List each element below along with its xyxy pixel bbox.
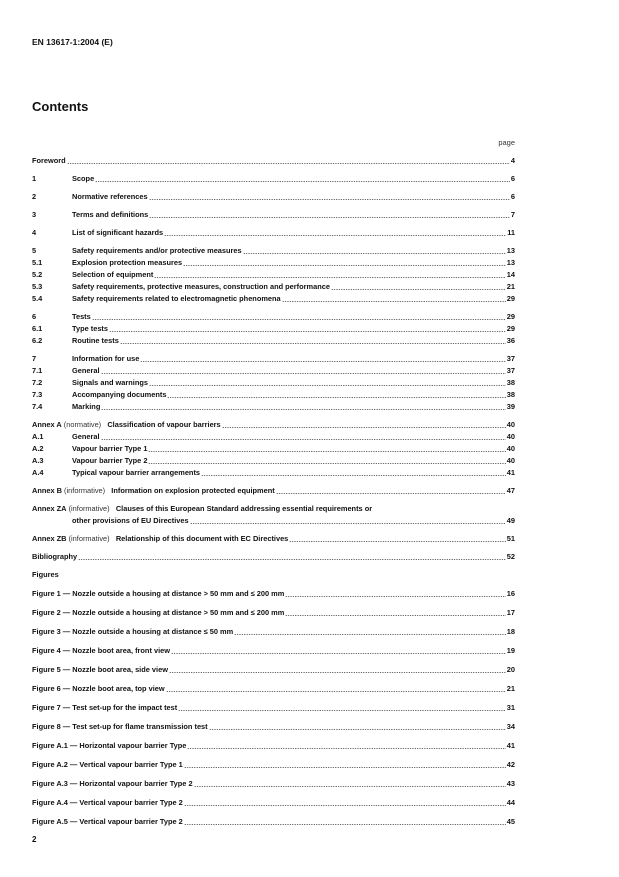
annex-kind: (informative) [68, 534, 110, 543]
entry-title: Scope [72, 174, 95, 183]
toc-group [32, 533, 515, 545]
entry-title: Bibliography [32, 552, 78, 561]
entry-title: Normative references [72, 192, 148, 201]
toc-entry[interactable] [32, 311, 515, 323]
dot-leader [169, 672, 506, 673]
entry-title: Figure 7 — Test set-up for the impact test [32, 703, 178, 712]
entry-page: 13 [506, 258, 515, 267]
page-title: Contents [32, 99, 89, 114]
entry-title: Vapour barrier Type 2 [72, 456, 148, 465]
entry-page: 19 [506, 646, 515, 655]
entry-page: 40 [506, 420, 515, 429]
toc-entry[interactable] [32, 683, 515, 695]
entry-number: 5.2 [32, 270, 43, 279]
entry-number: 7.3 [32, 390, 43, 399]
entry-number: A.3 [32, 456, 44, 465]
annex-label: Annex ZB [32, 534, 67, 543]
toc-entry[interactable] [32, 721, 515, 733]
toc-group [32, 311, 515, 347]
entry-page: 29 [506, 312, 515, 321]
toc-group [32, 209, 515, 221]
entry-page: 40 [506, 444, 515, 453]
annex-kind: (informative) [64, 486, 106, 495]
entry-title: Explosion protection measures [72, 258, 183, 267]
figure-list-group [32, 759, 515, 771]
dot-leader [282, 301, 506, 302]
toc-entry[interactable] [32, 607, 515, 619]
toc-entry[interactable] [32, 365, 515, 377]
toc-entry[interactable] [32, 281, 515, 293]
entry-title: Safety requirements and/or protective measures [72, 246, 242, 255]
entry-page: 31 [506, 703, 515, 712]
figure-list-group [32, 816, 515, 828]
dot-leader [201, 475, 506, 476]
entry-page: 41 [506, 741, 515, 750]
entry-page: 17 [506, 608, 515, 617]
entry-title: Figure A.3 — Horizontal vapour barrier Type 2 [32, 779, 193, 788]
entry-title: Clauses of this European Standard addressing essential requirements or [115, 504, 373, 513]
entry-page: 40 [506, 432, 515, 441]
toc-entry[interactable] [32, 191, 515, 203]
figure-list-group [32, 740, 515, 752]
entry-page: 40 [506, 456, 515, 465]
entry-title: Selection of equipment [72, 270, 154, 279]
entry-page: 13 [506, 246, 515, 255]
dot-leader [154, 277, 505, 278]
table-of-contents [32, 155, 515, 828]
entry-title: Figure 4 — Nozzle boot area, front view [32, 646, 170, 655]
entry-page: 39 [506, 402, 515, 411]
toc-entry[interactable] [32, 626, 515, 638]
toc-group [32, 173, 515, 185]
dot-leader [331, 289, 506, 290]
dot-leader [78, 559, 506, 560]
annex-label: Annex ZA [32, 504, 67, 513]
entry-title: Type tests [72, 324, 109, 333]
entry-page: 41 [506, 468, 515, 477]
dot-leader [120, 343, 506, 344]
entry-page: 45 [506, 817, 515, 826]
entry-title: Tests [72, 312, 91, 321]
entry-number: 3 [32, 210, 37, 219]
entry-page: 29 [506, 294, 515, 303]
entry-number: 6.1 [32, 324, 43, 333]
entry-title: Figure A.4 — Vertical vapour barrier Type 2 [32, 798, 183, 807]
toc-entry[interactable] [32, 377, 515, 389]
entry-page: 52 [506, 552, 515, 561]
page-column-label: page [498, 138, 515, 147]
figure-list-group [32, 607, 515, 619]
dot-leader [184, 824, 506, 825]
dot-leader [101, 409, 505, 410]
toc-entry[interactable] [32, 293, 515, 305]
toc-group [32, 155, 515, 167]
entry-page: 14 [506, 270, 515, 279]
toc-entry[interactable] [32, 569, 515, 581]
entry-page: 18 [506, 627, 515, 636]
entry-number: 7.2 [32, 378, 43, 387]
entry-title: Classification of vapour barriers [107, 420, 221, 429]
entry-page: 49 [506, 516, 515, 525]
figure-list-group [32, 778, 515, 790]
entry-number: 5 [32, 246, 37, 255]
entry-title: Marking [72, 402, 101, 411]
entry-title: Figure 5 — Nozzle boot area, side view [32, 665, 168, 674]
entry-number: 6 [32, 312, 37, 321]
toc-group [32, 503, 515, 527]
figure-list-group [32, 664, 515, 676]
toc-entry[interactable] [32, 227, 515, 239]
annex-kind: (informative) [68, 504, 110, 513]
toc-group [32, 191, 515, 203]
dot-leader [243, 253, 506, 254]
entry-page: 4 [510, 156, 515, 165]
dot-leader [167, 397, 505, 398]
entry-page: 38 [506, 390, 515, 399]
dot-leader [140, 361, 505, 362]
dot-leader [222, 427, 506, 428]
toc-group [32, 227, 515, 239]
entry-page: 11 [507, 228, 515, 237]
dot-leader [187, 748, 505, 749]
entry-page: 38 [506, 378, 515, 387]
entry-page: 34 [506, 722, 515, 731]
entry-title: Relationship of this document with EC Directives [115, 534, 289, 543]
entry-title: Figures [32, 570, 59, 579]
dot-leader [209, 729, 506, 730]
entry-title: Figure A.1 — Horizontal vapour barrier Type [32, 741, 187, 750]
toc-entry[interactable] [32, 257, 515, 269]
toc-entry[interactable] [32, 664, 515, 676]
dot-leader [149, 217, 510, 218]
entry-title-continuation: other provisions of EU Directives [72, 516, 189, 525]
dot-leader [234, 634, 506, 635]
toc-entry[interactable] [32, 551, 515, 563]
entry-page: 37 [506, 366, 515, 375]
entry-title: Figure 6 — Nozzle boot area, top view [32, 684, 165, 693]
dot-leader [194, 786, 506, 787]
entry-title: Signals and warnings [72, 378, 148, 387]
toc-entry[interactable] [32, 389, 515, 401]
dot-leader [184, 805, 506, 806]
entry-title: Safety requirements related to electromagnetic phenomena [72, 294, 281, 303]
entry-number: A.4 [32, 468, 44, 477]
dot-leader [67, 163, 510, 164]
entry-page: 21 [506, 684, 515, 693]
figure-list-group [32, 645, 515, 657]
entry-number: 2 [32, 192, 37, 201]
entry-title: Routine tests [72, 336, 119, 345]
dot-leader [166, 691, 506, 692]
entry-page: 16 [506, 589, 515, 598]
entry-page: 6 [510, 192, 515, 201]
entry-page: 37 [506, 354, 515, 363]
page-number: 2 [32, 835, 37, 844]
entry-title: Accompanying documents [72, 390, 167, 399]
figure-list-group [32, 797, 515, 809]
annex-label: Annex A [32, 420, 62, 429]
entry-title: Figure 8 — Test set-up for flame transmission test [32, 722, 208, 731]
entry-page: 42 [506, 760, 515, 769]
toc-entry[interactable] [32, 269, 515, 281]
entry-title: List of significant hazards [72, 228, 164, 237]
dot-leader [92, 319, 506, 320]
dot-leader [276, 493, 506, 494]
dot-leader [178, 710, 506, 711]
figure-list-group [32, 702, 515, 714]
toc-entry[interactable] [32, 173, 515, 185]
toc-group [32, 419, 515, 479]
entry-number: 7.4 [32, 402, 43, 411]
toc-entry[interactable] [32, 353, 515, 365]
toc-entry[interactable] [32, 401, 515, 413]
dot-leader [149, 199, 510, 200]
toc-entry[interactable] [32, 455, 515, 467]
entry-page: 44 [506, 798, 515, 807]
dot-leader [148, 463, 505, 464]
toc-group [32, 245, 515, 305]
annex-kind: (normative) [63, 420, 102, 429]
entry-title: Figure 1 — Nozzle outside a housing at distance > 50 mm and ≤ 200 mm [32, 589, 285, 598]
toc-entry[interactable] [32, 588, 515, 600]
entry-number: A.1 [32, 432, 44, 441]
entry-title: Figure 2 — Nozzle outside a housing at distance > 50 mm and ≤ 200 mm [32, 608, 285, 617]
dot-leader [101, 439, 506, 440]
entry-page: 29 [506, 324, 515, 333]
entry-title: General [72, 432, 100, 441]
dot-leader [149, 385, 506, 386]
toc-entry[interactable] [32, 155, 515, 167]
entry-title: Figure 3 — Nozzle outside a housing at distance ≤ 50 mm [32, 627, 234, 636]
entry-title: Foreword [32, 156, 66, 165]
entry-page: 43 [506, 779, 515, 788]
entry-title: Information on explosion protected equipment [111, 486, 275, 495]
entry-number: 5.3 [32, 282, 43, 291]
entry-page: 47 [506, 486, 515, 495]
entry-page: 21 [506, 282, 515, 291]
dot-leader [285, 615, 505, 616]
entry-title: Safety requirements, protective measures, construction and performance [72, 282, 330, 291]
entry-number: 5.1 [32, 258, 43, 267]
toc-entry[interactable] [32, 816, 515, 828]
toc-entry[interactable] [32, 797, 515, 809]
toc-entry-continuation[interactable] [32, 515, 515, 527]
toc-group [32, 353, 515, 413]
entry-page: 51 [506, 534, 515, 543]
toc-entry[interactable] [32, 467, 515, 479]
dot-leader [183, 265, 506, 266]
entry-page: 20 [506, 665, 515, 674]
dot-leader [171, 653, 506, 654]
toc-entry[interactable] [32, 431, 515, 443]
entry-title: Vapour barrier Type 1 [72, 444, 148, 453]
entry-title: Typical vapour barrier arrangements [72, 468, 201, 477]
toc-entry[interactable] [32, 485, 515, 497]
entry-title: Terms and definitions [72, 210, 149, 219]
toc-entry[interactable] [32, 323, 515, 335]
entry-title: Information for use [72, 354, 140, 363]
toc-entry[interactable] [32, 645, 515, 657]
toc-entry[interactable] [32, 335, 515, 347]
toc-group [32, 485, 515, 497]
dot-leader [289, 541, 505, 542]
figure-list-group [32, 588, 515, 600]
toc-group [32, 569, 515, 581]
toc-entry[interactable] [32, 759, 515, 771]
entry-title: General [72, 366, 100, 375]
toc-entry[interactable] [32, 245, 515, 257]
document-header: EN 13617-1:2004 (E) [32, 37, 113, 47]
entry-page: 7 [510, 210, 515, 219]
toc-entry[interactable] [32, 209, 515, 221]
dot-leader [95, 181, 510, 182]
entry-number: 4 [32, 228, 37, 237]
entry-number: 1 [32, 174, 37, 183]
entry-page: 36 [506, 336, 515, 345]
toc-entry[interactable] [32, 419, 515, 431]
entry-number: A.2 [32, 444, 44, 453]
dot-leader [285, 596, 505, 597]
toc-entry[interactable] [32, 778, 515, 790]
entry-title: Figure A.2 — Vertical vapour barrier Type 1 [32, 760, 183, 769]
entry-number: 5.4 [32, 294, 43, 303]
entry-number: 7.1 [32, 366, 43, 375]
figure-list-group [32, 626, 515, 638]
dot-leader [101, 373, 506, 374]
entry-page: 6 [510, 174, 515, 183]
toc-entry[interactable] [32, 443, 515, 455]
toc-entry[interactable] [32, 533, 515, 545]
dot-leader [148, 451, 505, 452]
figure-list-group [32, 721, 515, 733]
dot-leader [164, 235, 506, 236]
toc-entry[interactable] [32, 702, 515, 714]
entry-number: 7 [32, 354, 37, 363]
dot-leader [109, 331, 506, 332]
dot-leader [190, 523, 506, 524]
annex-label: Annex B [32, 486, 62, 495]
entry-title: Figure A.5 — Vertical vapour barrier Type 2 [32, 817, 183, 826]
toc-entry[interactable] [32, 503, 515, 515]
entry-number: 6.2 [32, 336, 43, 345]
toc-entry[interactable] [32, 740, 515, 752]
dot-leader [184, 767, 506, 768]
figure-list-group [32, 683, 515, 695]
toc-group [32, 551, 515, 563]
